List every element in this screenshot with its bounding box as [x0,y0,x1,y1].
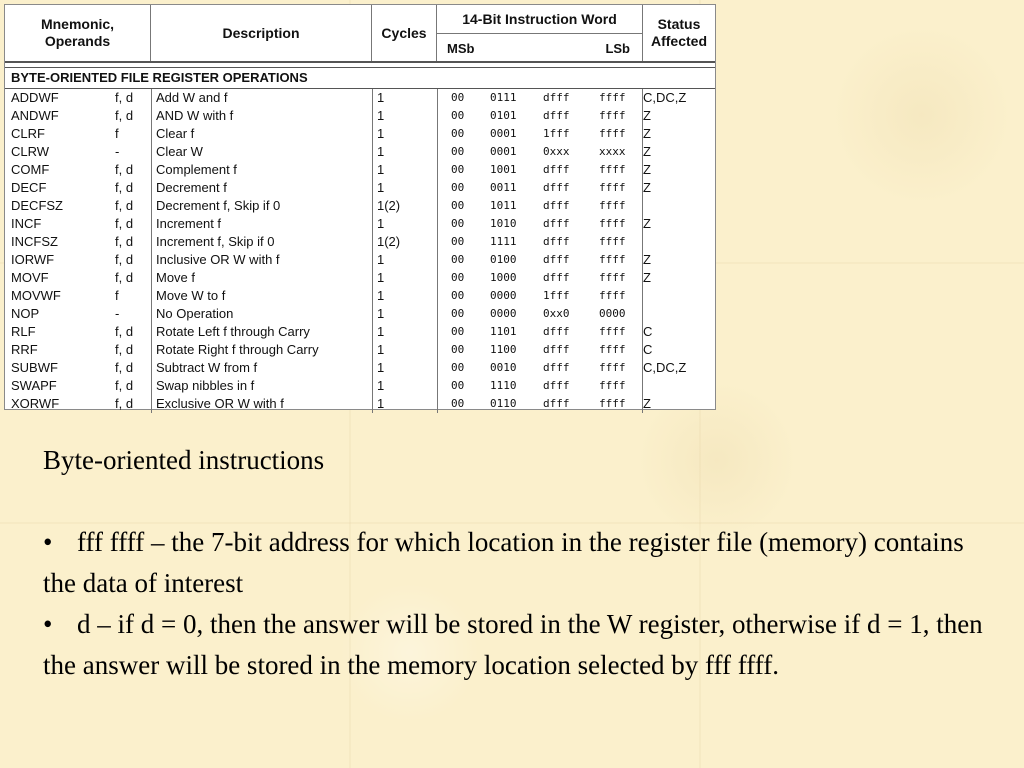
cell-opcode-bits: 00 [451,181,465,194]
cell-operand-bits: ffff [599,91,626,104]
header-msb: MSb [447,41,475,56]
cell-opcode-bits: 0010 [490,361,517,374]
table-row [5,323,715,341]
cell-description: Exclusive OR W with f [156,396,284,411]
cell-cycles: 1 [377,270,385,285]
cell-opcode-bits: 00 [451,145,465,158]
cell-opcode-bits: 0000 [490,307,517,320]
cell-cycles: 1 [377,162,385,177]
cell-opcode-bits: 0110 [490,397,517,410]
cell-description: Subtract W from f [156,360,258,375]
cell-operand-bits: ffff [599,181,626,194]
cell-operands: f, d [115,360,134,375]
cell-mnemonic: COMF [11,162,50,177]
cell-operand-bits: dfff [543,199,570,212]
cell-operand-bits: ffff [599,109,626,122]
cell-operands: f, d [115,396,134,411]
cell-opcode-bits: 00 [451,199,465,212]
cell-operand-bits: dfff [543,181,570,194]
cell-operands: f, d [115,90,134,105]
cell-operand-bits: ffff [599,397,626,410]
cell-opcode-bits: 00 [451,343,465,356]
cell-description: Increment f [156,216,222,231]
cell-operand-bits: ffff [599,379,626,392]
instruction-table [4,4,716,410]
cell-operands: - [115,306,120,321]
section-title: BYTE-ORIENTED FILE REGISTER OPERATIONS [5,67,715,89]
slide-body [43,440,983,686]
cell-cycles: 1(2) [377,234,401,249]
cell-operand-bits: dfff [543,343,570,356]
cell-opcode-bits: 00 [451,271,465,284]
cell-status: Z [643,162,651,177]
cell-mnemonic: INCFSZ [11,234,58,249]
cell-mnemonic: XORWF [11,396,60,411]
cell-operand-bits: dfff [543,379,570,392]
cell-operand-bits: ffff [599,325,626,338]
table-row [5,305,715,323]
header-status [643,5,715,61]
cell-description: AND W with f [156,108,234,123]
cell-status: C [643,324,653,339]
cell-cycles: 1 [377,90,385,105]
table-row [5,215,715,233]
cell-operands: f, d [115,162,134,177]
cell-description: Rotate Right f through Carry [156,342,319,357]
cell-operands: f, d [115,108,134,123]
cell-description: Swap nibbles in f [156,378,255,393]
cell-description: Decrement f, Skip if 0 [156,198,281,213]
cell-opcode-bits: 00 [451,307,465,320]
cell-status: Z [643,144,651,159]
cell-mnemonic: CLRW [11,144,50,159]
cell-description: Complement f [156,162,237,177]
table-row [5,359,715,377]
cell-operand-bits: ffff [599,217,626,230]
table-row [5,395,715,413]
cell-operands: f [115,126,119,141]
cell-operand-bits: ffff [599,163,626,176]
cell-status: C,DC,Z [643,360,687,375]
cell-operand-bits: ffff [599,127,626,140]
cell-mnemonic: CLRF [11,126,45,141]
cell-mnemonic: MOVWF [11,288,61,303]
cell-operands: f, d [115,234,134,249]
cell-description: Increment f, Skip if 0 [156,234,275,249]
header-mnemonic-line2: Operands [44,33,111,49]
header-status-line1: Status [657,16,701,32]
cell-operand-bits: dfff [543,91,570,104]
cell-description: Add W and f [156,90,228,105]
header-mnemonic-line1: Mnemonic, [40,16,115,32]
cell-operand-bits: 1fff [543,127,570,140]
slide-heading: Byte-oriented instructions [43,445,325,475]
cell-operands: f [115,288,119,303]
bullet-mark: • [43,527,53,557]
table-row [5,179,715,197]
bullet-item [43,604,983,686]
cell-operands: f, d [115,180,134,195]
cell-mnemonic: MOVF [11,270,49,285]
cell-mnemonic: ADDWF [11,90,59,105]
cell-opcode-bits: 00 [451,163,465,176]
bullet-text: fff ffff – the 7-bit address for which location in the register file (memory) contains the data of interest [43,527,964,598]
cell-opcode-bits: 00 [451,289,465,302]
cell-opcode-bits: 00 [451,397,465,410]
cell-operand-bits: dfff [543,253,570,266]
cell-opcode-bits: 00 [451,325,465,338]
cell-operand-bits: 0xxx [543,145,570,158]
cell-description: Move W to f [156,288,226,303]
cell-opcode-bits: 1110 [490,379,517,392]
header-status-line2: Affected [650,33,707,49]
table-row [5,143,715,161]
cell-status: Z [643,180,651,195]
cell-operands: - [115,144,120,159]
cell-operands: f, d [115,342,134,357]
cell-mnemonic: RRF [11,342,38,357]
cell-description: Move f [156,270,196,285]
header-lsb: LSb [605,41,630,56]
cell-mnemonic: NOP [11,306,40,321]
cell-opcode-bits: 00 [451,127,465,140]
cell-operand-bits: dfff [543,397,570,410]
cell-operands: f, d [115,252,134,267]
header-word-title: 14-Bit Instruction Word [437,5,642,34]
cell-mnemonic: RLF [11,324,36,339]
header-mnemonic [5,5,151,61]
cell-cycles: 1 [377,342,385,357]
cell-opcode-bits: 1100 [490,343,517,356]
header-description: Description [151,5,372,61]
cell-cycles: 1 [377,180,385,195]
cell-operands: f, d [115,198,134,213]
cell-cycles: 1 [377,306,385,321]
cell-description: Clear f [156,126,195,141]
table-row [5,89,715,107]
cell-mnemonic: IORWF [11,252,55,267]
cell-opcode-bits: 00 [451,361,465,374]
cell-status: Z [643,252,651,267]
bullet-text: d – if d = 0, then the answer will be stored in the W register, otherwise if d = 1, then the answer will be stored in the memory location selected by fff ffff. [43,609,983,680]
cell-opcode-bits: 0100 [490,253,517,266]
cell-opcode-bits: 1011 [490,199,517,212]
cell-operand-bits: ffff [599,253,626,266]
cell-opcode-bits: 00 [451,91,465,104]
table-row [5,251,715,269]
cell-opcode-bits: 0011 [490,181,517,194]
cell-operand-bits: dfff [543,217,570,230]
table-row [5,107,715,125]
cell-cycles: 1 [377,108,385,123]
cell-opcode-bits: 00 [451,235,465,248]
table-body [5,89,715,413]
cell-operand-bits: dfff [543,361,570,374]
cell-opcode-bits: 0101 [490,109,517,122]
cell-operands: f, d [115,216,134,231]
cell-description: No Operation [156,306,234,321]
cell-operand-bits: ffff [599,361,626,374]
cell-operands: f, d [115,270,134,285]
cell-operand-bits: dfff [543,235,570,248]
cell-operand-bits: dfff [543,109,570,122]
cell-opcode-bits: 00 [451,217,465,230]
cell-opcode-bits: 1001 [490,163,517,176]
cell-operand-bits: dfff [543,163,570,176]
cell-mnemonic: INCF [11,216,42,231]
cell-status: Z [643,216,651,231]
cell-mnemonic: DECF [11,180,47,195]
header-bit-order [437,34,642,61]
header-cycles: Cycles [372,5,437,61]
bullet-mark: • [43,609,53,639]
cell-operands: f, d [115,378,134,393]
cell-operand-bits: xxxx [599,145,626,158]
cell-description: Inclusive OR W with f [156,252,280,267]
cell-operand-bits: 0xx0 [543,307,570,320]
cell-opcode-bits: 1111 [490,235,517,248]
table-row [5,269,715,287]
cell-opcode-bits: 00 [451,109,465,122]
cell-cycles: 1 [377,324,385,339]
cell-cycles: 1 [377,360,385,375]
cell-operand-bits: dfff [543,271,570,284]
table-row [5,377,715,395]
cell-status: C,DC,Z [643,90,687,105]
cell-description: Decrement f [156,180,227,195]
cell-opcode-bits: 0001 [490,127,517,140]
cell-operand-bits: ffff [599,343,626,356]
cell-operand-bits: ffff [599,289,626,302]
cell-status: C [643,342,653,357]
cell-status: Z [643,108,651,123]
table-row [5,125,715,143]
header-instruction-word [437,5,643,61]
cell-cycles: 1 [377,288,385,303]
cell-opcode-bits: 00 [451,253,465,266]
cell-operands: f, d [115,324,134,339]
cell-mnemonic: ANDWF [11,108,59,123]
cell-cycles: 1 [377,252,385,267]
cell-opcode-bits: 00 [451,379,465,392]
cell-opcode-bits: 1000 [490,271,517,284]
table-row [5,287,715,305]
table-row [5,233,715,251]
cell-opcode-bits: 1010 [490,217,517,230]
cell-operand-bits: 1fff [543,289,570,302]
cell-cycles: 1 [377,126,385,141]
cell-mnemonic: SWAPF [11,378,57,393]
cell-description: Rotate Left f through Carry [156,324,310,339]
cell-operand-bits: 0000 [599,307,626,320]
cell-opcode-bits: 1101 [490,325,517,338]
cell-cycles: 1 [377,378,385,393]
cell-operand-bits: ffff [599,199,626,212]
cell-opcode-bits: 0111 [490,91,517,104]
table-row [5,161,715,179]
cell-status: Z [643,126,651,141]
cell-operand-bits: dfff [543,325,570,338]
cell-cycles: 1(2) [377,198,401,213]
cell-mnemonic: SUBWF [11,360,58,375]
table-row [5,197,715,215]
bullet-item [43,522,983,604]
cell-operand-bits: ffff [599,271,626,284]
cell-opcode-bits: 0000 [490,289,517,302]
cell-operand-bits: ffff [599,235,626,248]
cell-description: Clear W [156,144,203,159]
table-header [5,5,715,63]
cell-cycles: 1 [377,144,385,159]
cell-mnemonic: DECFSZ [11,198,63,213]
cell-status: Z [643,270,651,285]
cell-opcode-bits: 0001 [490,145,517,158]
cell-cycles: 1 [377,396,385,411]
cell-cycles: 1 [377,216,385,231]
table-row [5,341,715,359]
cell-status: Z [643,396,651,411]
